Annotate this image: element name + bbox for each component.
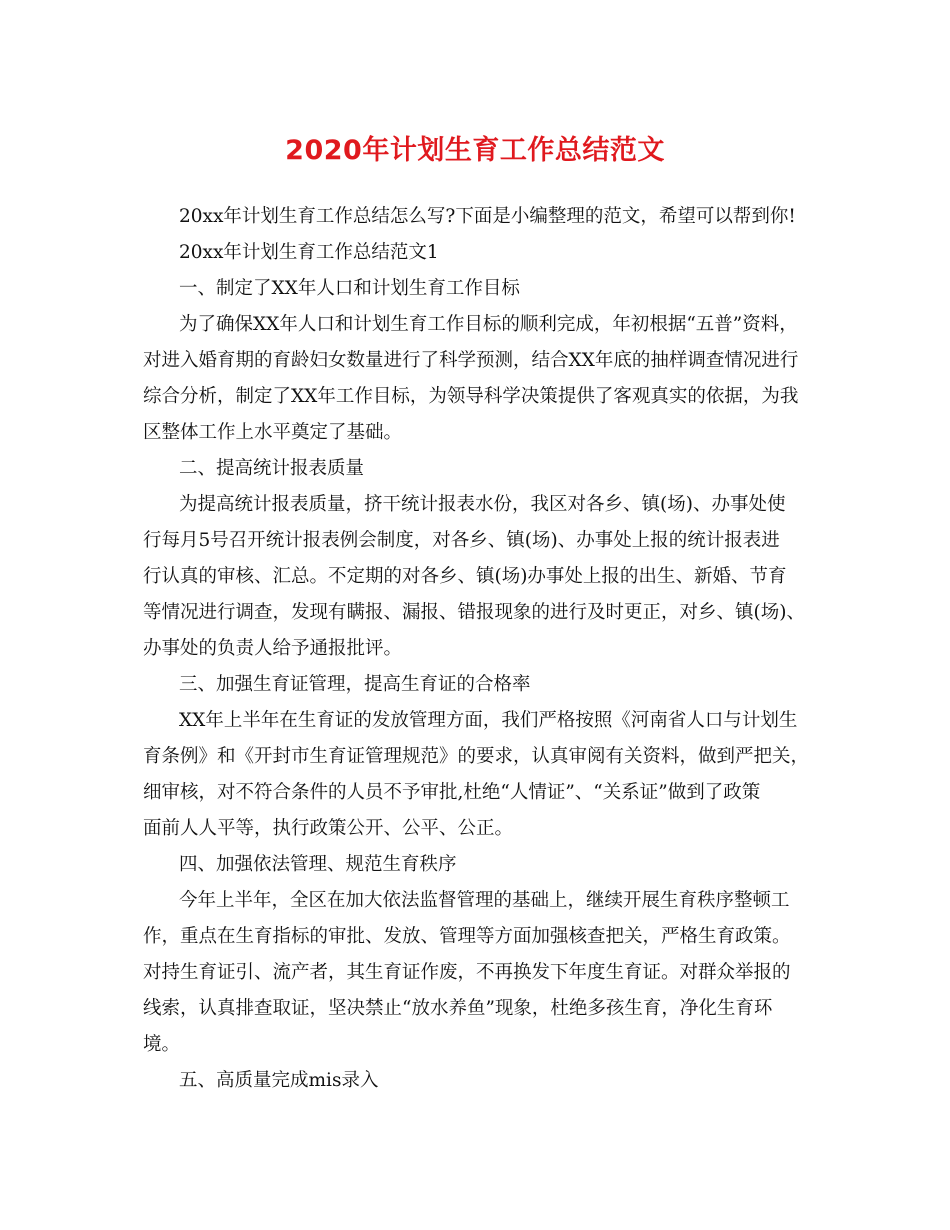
text-line: 为了确保XX年人口和计划生育工作目标的顺利完成，年初根据“五普”资料， bbox=[179, 314, 798, 335]
text-line: 行每月5号召开统计报表例会制度，对各乡、镇(场)、办事处上报的统计报表进 bbox=[143, 530, 780, 551]
text-line: 四、加强依法管理、规范生育秩序 bbox=[179, 854, 457, 875]
text-line: 作，重点在生育指标的审批、发放、管理等方面加强核查把关，严格生育政策。 bbox=[143, 926, 791, 947]
text-line: 三、加强生育证管理，提高生育证的合格率 bbox=[179, 674, 531, 695]
text-line: 办事处的负责人给予通报批评。 bbox=[143, 638, 403, 659]
text-line: 今年上半年，全区在加大依法监督管理的基础上，继续开展生育秩序整顿工 bbox=[179, 890, 790, 911]
text-line: 行认真的审核、汇总。不定期的对各乡、镇(场)办事处上报的出生、新婚、节育 bbox=[143, 566, 787, 587]
text-line: 区整体工作上水平奠定了基础。 bbox=[143, 422, 403, 443]
document-title: 2020年计划生育工作总结范文 bbox=[285, 135, 665, 166]
text-line: 20xx年计划生育工作总结范文1 bbox=[179, 242, 439, 263]
text-line: 二、提高统计报表质量 bbox=[179, 458, 365, 479]
text-line: 综合分析，制定了XX年工作目标，为领导科学决策提供了客观真实的依据，为我 bbox=[143, 386, 799, 407]
text-line: 境。 bbox=[143, 1034, 181, 1055]
text-line: 育条例》和《开封市生育证管理规范》的要求，认真审阅有关资料，做到严把关， bbox=[143, 746, 810, 767]
text-line: 20xx年计划生育工作总结怎么写?下面是小编整理的范文，希望可以帮到你! bbox=[179, 206, 796, 227]
text-line: 五、高质量完成mis录入 bbox=[179, 1070, 379, 1091]
text-line: 对进入婚育期的育龄妇女数量进行了科学预测，结合XX年底的抽样调查情况进行 bbox=[143, 350, 799, 371]
text-line: XX年上半年在生育证的发放管理方面，我们严格按照《河南省人口与计划生 bbox=[179, 710, 798, 731]
text-line: 线索，认真排查取证，坚决禁止“放水养鱼”现象，杜绝多孩生育，净化生育环 bbox=[143, 998, 773, 1019]
text-line: 面前人人平等，执行政策公开、公平、公正。 bbox=[143, 818, 514, 839]
text-line: 为提高统计报表质量，挤干统计报表水份，我区对各乡、镇(场)、办事处使 bbox=[179, 494, 786, 515]
document-body bbox=[143, 199, 813, 1099]
text-line: 等情况进行调查，发现有瞒报、漏报、错报现象的进行及时更正，对乡、镇(场)、 bbox=[143, 602, 805, 623]
text-line: 对持生育证引、流产者，其生育证作废，不再换发下年度生育证。对群众举报的 bbox=[143, 962, 791, 983]
text-line: 细审核，对不符合条件的人员不予审批,杜绝“人情证”、“关系证”做到了政策 bbox=[143, 782, 761, 803]
text-line: 一、制定了XX年人口和计划生育工作目标 bbox=[179, 278, 520, 299]
